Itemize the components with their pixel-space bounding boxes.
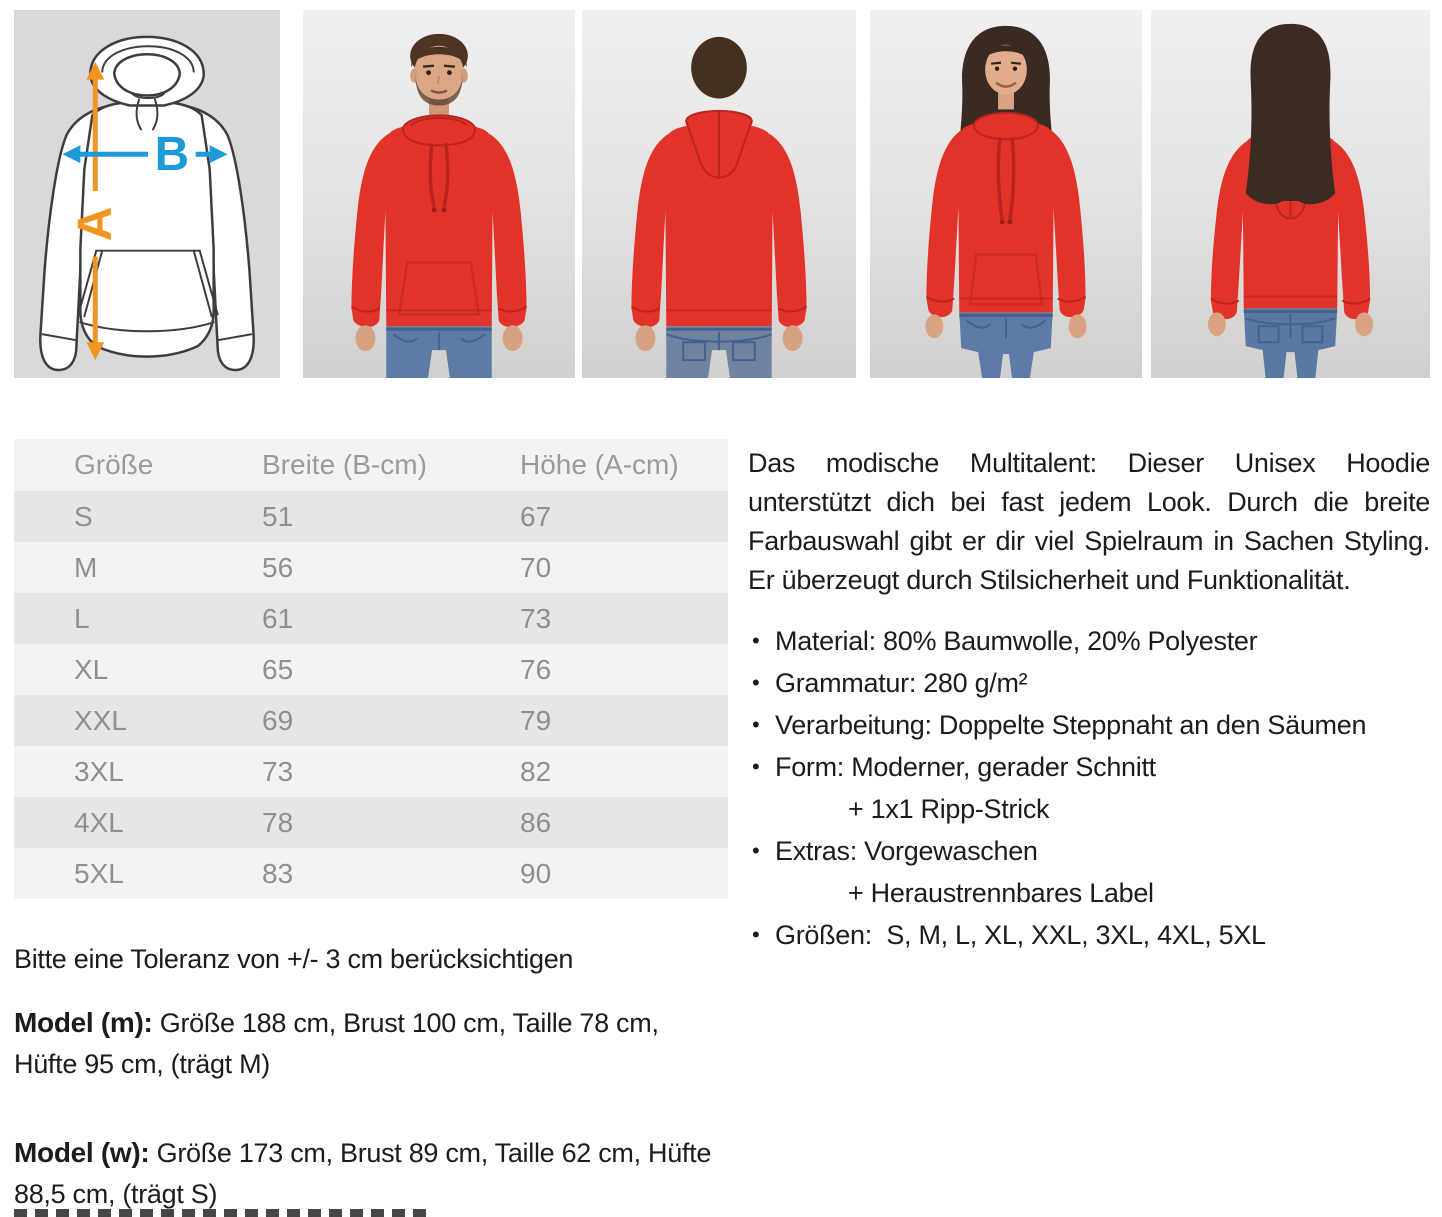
cell-size: 4XL bbox=[74, 806, 124, 838]
header-cell-width: Breite (B-cm) bbox=[262, 449, 427, 480]
cell-size: L bbox=[74, 602, 90, 634]
spec-item-form bbox=[748, 746, 1430, 830]
cell-size: 5XL bbox=[74, 857, 124, 889]
table-row bbox=[14, 797, 728, 848]
cell-width: 69 bbox=[262, 704, 294, 736]
table-row bbox=[14, 593, 728, 644]
tolerance-note: Bitte eine Toleranz von +/- 3 cm berücksichtigen bbox=[14, 944, 574, 974]
photo-man-front-thumbnail[interactable] bbox=[303, 10, 575, 378]
cell-width: 61 bbox=[262, 602, 294, 634]
cell-width: 56 bbox=[262, 551, 294, 583]
cell-width: 78 bbox=[262, 806, 294, 838]
cell-size: S bbox=[74, 500, 93, 532]
cell-size: XXL bbox=[74, 704, 127, 736]
clipped-text-line bbox=[14, 1209, 426, 1217]
size-table bbox=[14, 439, 728, 899]
header-cell-size: Größe bbox=[74, 449, 154, 480]
hoodie-outline bbox=[40, 37, 253, 370]
photo-woman-back-thumbnail[interactable] bbox=[1151, 10, 1430, 378]
height-label: A bbox=[68, 206, 122, 242]
table-row bbox=[14, 542, 728, 593]
product-description: Das modische Multitalent: Dieser Unisex Hoodie unterstützt dich bei fast jedem Look. Durch die breite Farbauswahl gibt er dir viel Spielraum in Sachen Styling. Er überzeugt durch Stilsicherheit und Funktionalität. bbox=[748, 448, 1430, 595]
header-cell-height: Höhe (A-cm) bbox=[520, 449, 679, 480]
cell-height: 70 bbox=[520, 551, 552, 583]
spec-item-label: Grammatur: 280 g/m² bbox=[775, 668, 1028, 698]
model-photo-illustration bbox=[303, 10, 575, 378]
spec-subitem-ripp-strick: + 1x1 Ripp-Strick bbox=[848, 794, 1050, 824]
model-m-info bbox=[14, 1002, 720, 1085]
spec-item-grammatur bbox=[748, 662, 1430, 704]
cell-size: XL bbox=[74, 653, 109, 685]
model-w-text: Größe 173 cm, Brust 89 cm, Taille 62 cm, Hüfte 88,5 cm, (trägt S) bbox=[14, 1138, 712, 1209]
photo-man-back-thumbnail[interactable] bbox=[582, 10, 856, 378]
model-m-label: Model (m): bbox=[14, 1007, 153, 1038]
spec-subitem-label: + Heraustrennbares Label bbox=[848, 878, 1154, 908]
cell-width: 73 bbox=[262, 755, 294, 787]
cell-height: 76 bbox=[520, 653, 552, 685]
model-w-info bbox=[14, 1132, 720, 1215]
model-w-label: Model (w): bbox=[14, 1137, 150, 1168]
table-row bbox=[14, 491, 728, 542]
cell-height: 79 bbox=[520, 704, 552, 736]
spec-item-label: Verarbeitung: Doppelte Steppnaht an den Säumen bbox=[775, 710, 1367, 740]
model-m-text: Größe 188 cm, Brust 100 cm, Taille 78 cm, Hüfte 95 cm, (trägt M) bbox=[14, 1008, 659, 1079]
spec-item-label: Extras: Vorgewaschen bbox=[775, 836, 1038, 866]
model-photo-illustration bbox=[1151, 10, 1430, 378]
spec-list bbox=[748, 620, 1430, 956]
cell-height: 86 bbox=[520, 806, 552, 838]
spec-item-groessen bbox=[748, 914, 1430, 956]
spec-item-material bbox=[748, 620, 1430, 662]
cell-height: 90 bbox=[520, 857, 552, 889]
cell-width: 65 bbox=[262, 653, 294, 685]
cell-height: 67 bbox=[520, 500, 552, 532]
cell-size: 3XL bbox=[74, 755, 124, 787]
table-row bbox=[14, 848, 728, 899]
spec-item-verarbeitung bbox=[748, 704, 1430, 746]
model-photo-illustration bbox=[582, 10, 856, 378]
spec-item-label: Material: 80% Baumwolle, 20% Polyester bbox=[775, 626, 1258, 656]
spec-item-label: Größen: S, M, L, XL, XXL, 3XL, 4XL, 5XL bbox=[775, 920, 1266, 950]
width-label: B bbox=[154, 128, 190, 182]
spec-item-extras bbox=[748, 830, 1430, 914]
product-description-column bbox=[748, 444, 1430, 956]
cell-width: 51 bbox=[262, 500, 294, 532]
spec-item-label: Form: Moderner, gerader Schnitt bbox=[775, 752, 1156, 782]
table-row bbox=[14, 644, 728, 695]
photo-woman-front-thumbnail[interactable] bbox=[870, 10, 1142, 378]
cell-height: 82 bbox=[520, 755, 552, 787]
model-photo-illustration bbox=[870, 10, 1142, 378]
cell-height: 73 bbox=[520, 602, 552, 634]
cell-width: 83 bbox=[262, 857, 294, 889]
size-diagram-thumbnail[interactable] bbox=[14, 10, 280, 378]
hoodie-measurement-diagram bbox=[14, 10, 280, 378]
table-row bbox=[14, 695, 728, 746]
cell-size: M bbox=[74, 551, 98, 583]
size-table-header-row bbox=[14, 439, 728, 491]
table-row bbox=[14, 746, 728, 797]
